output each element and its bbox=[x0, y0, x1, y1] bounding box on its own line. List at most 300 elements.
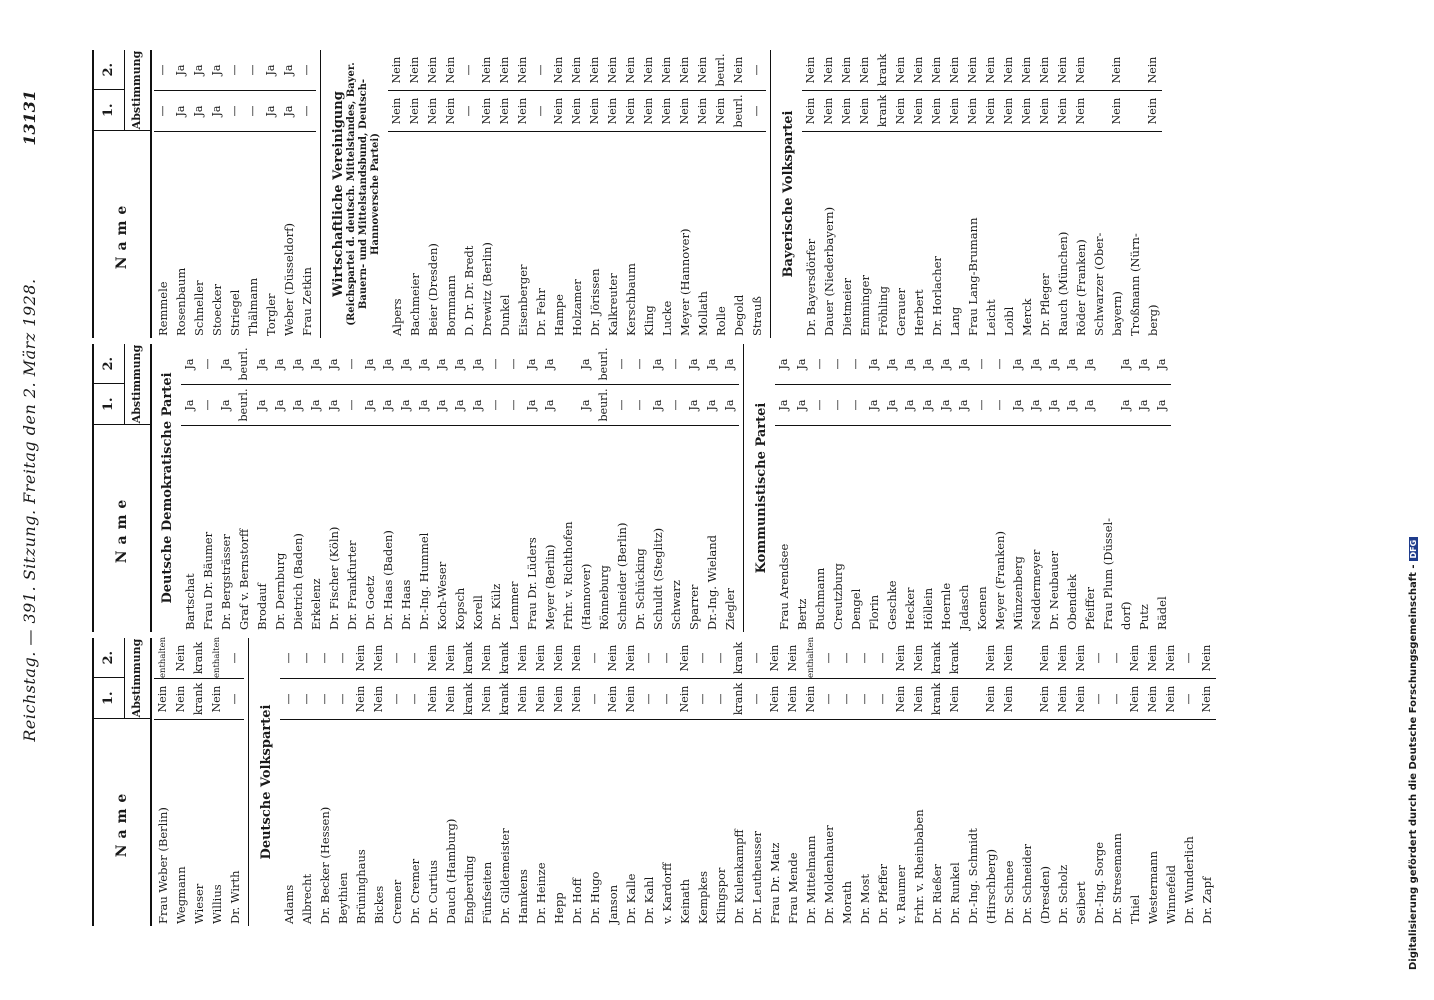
vote-1-cell: Nein bbox=[694, 90, 712, 131]
member-name: Eisenberger bbox=[514, 131, 532, 338]
table-row bbox=[964, 50, 982, 338]
vote-2-cell: — bbox=[489, 358, 502, 370]
table-row bbox=[253, 344, 271, 632]
vote-1-cell: Ja bbox=[307, 384, 325, 425]
table-row bbox=[730, 638, 748, 926]
vote-1-cell: Ja bbox=[415, 384, 433, 425]
vote-2-cell: — bbox=[813, 358, 826, 370]
vote-2-cell: Ja bbox=[327, 358, 340, 370]
vote-1-cell: — bbox=[991, 384, 1009, 425]
vote-2-cell: — bbox=[390, 652, 403, 664]
vote-2-cell: — bbox=[840, 652, 853, 664]
member-name: Dr. Hugo bbox=[586, 719, 604, 926]
table-row bbox=[775, 344, 793, 632]
vote-1-cell: Ja bbox=[883, 384, 901, 425]
vote-1-cell: Nein bbox=[154, 678, 172, 719]
vote-2-cell: Ja bbox=[705, 358, 718, 370]
vote-2-cell: Nein bbox=[534, 644, 547, 672]
vote-1-cell: Ja bbox=[181, 384, 199, 425]
vote-2-cell: Nein bbox=[444, 56, 457, 84]
table-row bbox=[154, 50, 172, 338]
vote-1-cell: Ja bbox=[865, 384, 883, 425]
member-name: Obendiek bbox=[1063, 425, 1081, 632]
table-row bbox=[586, 638, 604, 926]
vote-2-cell: Nein bbox=[480, 56, 493, 84]
vote-1-cell: Nein bbox=[550, 90, 568, 131]
table-row bbox=[496, 638, 514, 926]
table-row bbox=[325, 344, 343, 632]
vote-1-cell: — bbox=[487, 384, 505, 425]
vote-2-cell bbox=[964, 638, 982, 678]
table-row bbox=[550, 50, 568, 338]
vote-1-cell: Nein bbox=[514, 678, 532, 719]
table-row bbox=[496, 50, 514, 338]
name-header: Name bbox=[94, 130, 150, 338]
table-row bbox=[271, 344, 289, 632]
member-name: Winnefeld bbox=[1162, 719, 1180, 926]
page-title: Reichstag. — 391. Sitzung. Freitag den 2. März 1928. bbox=[20, 278, 39, 742]
table-row bbox=[1027, 344, 1045, 632]
table-row bbox=[397, 344, 415, 632]
vote-2-cell: Ja bbox=[939, 358, 952, 370]
vote-2-cell: — bbox=[858, 652, 871, 664]
vote-1-cell: — bbox=[1108, 678, 1126, 719]
vote-2-cell: krank bbox=[192, 641, 205, 675]
member-name: dorf) bbox=[1117, 425, 1135, 632]
member-name: Beythien bbox=[334, 719, 352, 926]
vote-number-header bbox=[94, 50, 125, 130]
party-section bbox=[154, 50, 316, 338]
vote-1-cell: — bbox=[334, 678, 352, 719]
vote-2-cell: Ja bbox=[255, 358, 268, 370]
vote-2-cell: Ja bbox=[921, 358, 934, 370]
table-row bbox=[424, 638, 442, 926]
member-name: Neddermeyer bbox=[1027, 425, 1045, 632]
member-name: Frhr. v. Rheinbaben bbox=[910, 719, 928, 926]
member-name: Klingspor bbox=[712, 719, 730, 926]
party-section bbox=[743, 344, 1171, 632]
table-row bbox=[910, 50, 928, 338]
vote-2-cell bbox=[559, 344, 577, 384]
vote-1-cell: Ja bbox=[271, 384, 289, 425]
table-row bbox=[892, 50, 910, 338]
vote-2-cell: Nein bbox=[480, 644, 493, 672]
party-name: Deutsche Demokratische Partei bbox=[160, 372, 175, 604]
member-name: Meyer (Berlin) bbox=[541, 425, 559, 632]
vote-1-cell: — bbox=[199, 384, 217, 425]
member-name: Merck bbox=[1018, 131, 1036, 338]
page-header bbox=[16, 90, 48, 930]
vote-2-cell: Ja bbox=[795, 358, 808, 370]
table-row bbox=[451, 344, 469, 632]
vote-2-cell: Nein bbox=[696, 56, 709, 84]
table-row bbox=[919, 344, 937, 632]
member-name: Hampe bbox=[550, 131, 568, 338]
table-row bbox=[514, 638, 532, 926]
vote-2-cell: Nein bbox=[1038, 56, 1051, 84]
vote-1-cell: Nein bbox=[982, 678, 1000, 719]
vote-2-cell: — bbox=[228, 652, 241, 664]
vote-2-cell: — bbox=[534, 64, 547, 76]
vote-1-cell: Ja bbox=[190, 90, 208, 131]
vote-1-cell: Nein bbox=[478, 678, 496, 719]
member-name: Dietmeier bbox=[838, 131, 856, 338]
member-name: Hamkens bbox=[514, 719, 532, 926]
vote-1-cell: Ja bbox=[1081, 384, 1099, 425]
page-number: 13131 bbox=[20, 90, 39, 146]
table-row bbox=[343, 344, 361, 632]
vote-1-cell: — bbox=[712, 678, 730, 719]
vote-1-cell: Ja bbox=[379, 384, 397, 425]
member-name: Drewitz (Berlin) bbox=[478, 131, 496, 338]
member-name: Creutzburg bbox=[829, 425, 847, 632]
vote-2-cell: — bbox=[660, 652, 673, 664]
member-name: Kling bbox=[640, 131, 658, 338]
member-name: Graf v. Bernstorff bbox=[235, 425, 253, 632]
member-name: Brodauf bbox=[253, 425, 271, 632]
member-name: Bartschat bbox=[181, 425, 199, 632]
member-name: Dr. Fehr bbox=[532, 131, 550, 338]
vote-1-cell: Ja bbox=[253, 384, 271, 425]
table-row bbox=[280, 638, 298, 926]
table-row bbox=[856, 638, 874, 926]
vote-2-cell: — bbox=[336, 652, 349, 664]
vote-2-cell: — bbox=[1092, 652, 1105, 664]
table-row bbox=[676, 50, 694, 338]
vote-1-cell: Ja bbox=[1153, 384, 1171, 425]
vote-2-cell: Ja bbox=[435, 358, 448, 370]
vote-2-cell: Ja bbox=[471, 358, 484, 370]
party-section bbox=[154, 638, 244, 926]
vote-2-cell: Nein bbox=[732, 56, 745, 84]
vote-2-cell: Nein bbox=[174, 644, 187, 672]
vote-2-cell: — bbox=[876, 652, 889, 664]
vote-2-cell bbox=[1126, 50, 1144, 90]
table-row bbox=[532, 50, 550, 338]
table-row bbox=[1144, 50, 1162, 338]
member-name: Emminger bbox=[856, 131, 874, 338]
member-name: Frau Dr. Matz bbox=[766, 719, 784, 926]
vote-label-header: Abstimmung bbox=[130, 638, 143, 718]
vote-1-cell: — bbox=[847, 384, 865, 425]
vote-1-cell: Nein bbox=[1036, 678, 1054, 719]
member-name: Dr. Hoff bbox=[568, 719, 586, 926]
member-name: Korell bbox=[469, 425, 487, 632]
table-row bbox=[793, 344, 811, 632]
table-row bbox=[505, 344, 523, 632]
vote-1-cell: Nein bbox=[856, 90, 874, 131]
table-row bbox=[541, 344, 559, 632]
vote-2-cell: krank bbox=[930, 641, 943, 675]
vote-1-cell: Ja bbox=[577, 384, 595, 425]
member-name: Hecker bbox=[901, 425, 919, 632]
vote-2-cell: beurl. bbox=[714, 53, 727, 87]
party-section bbox=[154, 344, 739, 632]
member-name: Meyer (Hannover) bbox=[676, 131, 694, 338]
vote-2-cell: — bbox=[714, 652, 727, 664]
vote-2-cell: Ja bbox=[1029, 358, 1042, 370]
vote-2-cell bbox=[1090, 50, 1108, 90]
vote-1-cell: — bbox=[874, 678, 892, 719]
member-name: Ziegler bbox=[721, 425, 739, 632]
member-name: Wegmann bbox=[172, 719, 190, 926]
vote-1-cell: — bbox=[226, 678, 244, 719]
table-row bbox=[433, 344, 451, 632]
table-row bbox=[928, 638, 946, 926]
vote-2-cell: Nein bbox=[516, 644, 529, 672]
vote-2-header: 2. bbox=[101, 650, 116, 665]
member-name: berg) bbox=[1144, 131, 1162, 338]
table-row bbox=[703, 344, 721, 632]
member-name: (Hannover) bbox=[577, 425, 595, 632]
member-name: Dr. Kalle bbox=[622, 719, 640, 926]
member-name: Fünfseiten bbox=[478, 719, 496, 926]
table-row bbox=[1135, 344, 1153, 632]
table-row bbox=[1126, 638, 1144, 926]
vote-1-cell: — bbox=[280, 678, 298, 719]
member-name: Frau Weber (Berlin) bbox=[154, 719, 172, 926]
member-name: (Dresden) bbox=[1036, 719, 1054, 926]
member-name: Willius bbox=[208, 719, 226, 926]
vote-2-cell: Nein bbox=[588, 56, 601, 84]
vote-1-cell: Ja bbox=[721, 384, 739, 425]
table-row bbox=[595, 344, 613, 632]
vote-2-cell: Ja bbox=[1011, 358, 1024, 370]
member-name: Dr.-Ing. Hummel bbox=[415, 425, 433, 632]
member-name: Dr.-Ing. Sorge bbox=[1090, 719, 1108, 926]
member-name: Dr. Haas bbox=[397, 425, 415, 632]
vote-2-cell: Ja bbox=[183, 358, 196, 370]
member-name: Dr. Curtius bbox=[424, 719, 442, 926]
table-row bbox=[514, 50, 532, 338]
vote-2-cell: — bbox=[282, 652, 295, 664]
table-row bbox=[712, 638, 730, 926]
vote-2-cell: Ja bbox=[273, 358, 286, 370]
vote-2-cell: Nein bbox=[678, 644, 691, 672]
vote-1-cell: krank bbox=[460, 678, 478, 719]
vote-2-cell: Nein bbox=[930, 56, 943, 84]
vote-1-cell: — bbox=[820, 678, 838, 719]
vote-1-cell: — bbox=[226, 90, 244, 131]
vote-2-cell: Nein bbox=[606, 56, 619, 84]
table-row bbox=[838, 638, 856, 926]
vote-2-cell: Ja bbox=[264, 64, 277, 76]
table-row bbox=[199, 344, 217, 632]
section-divider bbox=[770, 50, 771, 338]
table-row bbox=[1117, 344, 1135, 632]
member-name: Dr. Cremer bbox=[406, 719, 424, 926]
member-name: Janson bbox=[604, 719, 622, 926]
member-name: Röder (Franken) bbox=[1072, 131, 1090, 338]
vote-1-cell bbox=[559, 384, 577, 425]
vote-2-cell: Ja bbox=[885, 358, 898, 370]
vote-2-cell: Nein bbox=[1074, 644, 1087, 672]
member-name: Bickes bbox=[370, 719, 388, 926]
table-row bbox=[379, 344, 397, 632]
member-name: Hepp bbox=[550, 719, 568, 926]
vote-2-cell: Nein bbox=[1164, 644, 1177, 672]
vote-2-cell: — bbox=[1182, 652, 1195, 664]
vote-2-cell: Nein bbox=[894, 644, 907, 672]
vote-2-cell: Nein bbox=[624, 56, 637, 84]
table-row bbox=[307, 344, 325, 632]
vote-2-cell: Nein bbox=[570, 644, 583, 672]
vote-1-cell: Ja bbox=[523, 384, 541, 425]
vote-1-cell: Ja bbox=[775, 384, 793, 425]
member-name: bayern) bbox=[1108, 131, 1126, 338]
vote-2-cell: Ja bbox=[399, 358, 412, 370]
vote-2-cell: Nein bbox=[606, 644, 619, 672]
table-row bbox=[208, 638, 226, 926]
member-name: Dr. Moldenhauer bbox=[820, 719, 838, 926]
vote-2-cell: Nein bbox=[1002, 56, 1015, 84]
vote-2-cell: Ja bbox=[687, 358, 700, 370]
vote-2-cell: Ja bbox=[867, 358, 880, 370]
table-row bbox=[1162, 638, 1180, 926]
vote-1-cell: krank bbox=[496, 678, 514, 719]
vote-1-cell: Nein bbox=[964, 90, 982, 131]
party-name: Kommunistische Partei bbox=[754, 402, 769, 574]
table-row bbox=[1054, 638, 1072, 926]
member-name: Frau Plum (Düssel- bbox=[1099, 425, 1117, 632]
member-name: Buchmann bbox=[811, 425, 829, 632]
vote-1-cell: Nein bbox=[514, 90, 532, 131]
vote-1-cell: Nein bbox=[982, 90, 1000, 131]
member-name: Rolle bbox=[712, 131, 730, 338]
member-name: Leicht bbox=[982, 131, 1000, 338]
member-name: Dauch (Hamburg) bbox=[442, 719, 460, 926]
vote-1-cell: Ja bbox=[1135, 384, 1153, 425]
table-row bbox=[1126, 50, 1144, 338]
vote-1-cell: Nein bbox=[892, 90, 910, 131]
vote-1-cell: Nein bbox=[784, 678, 802, 719]
vote-2-cell: Ja bbox=[651, 358, 664, 370]
vote-2-cell: Nein bbox=[660, 56, 673, 84]
vote-1-cell bbox=[1126, 90, 1144, 131]
table-row bbox=[568, 50, 586, 338]
column-header bbox=[92, 638, 152, 926]
vote-1-cell: Ja bbox=[901, 384, 919, 425]
vote-2-cell: Nein bbox=[1002, 644, 1015, 672]
table-row bbox=[604, 638, 622, 926]
vote-1-cell: Nein bbox=[910, 678, 928, 719]
member-name: Dr. Pfleger bbox=[1036, 131, 1054, 338]
table-row bbox=[244, 50, 262, 338]
member-name: Dengel bbox=[847, 425, 865, 632]
table-row bbox=[694, 638, 712, 926]
vote-column-2 bbox=[92, 344, 1171, 632]
vote-2-cell: Ja bbox=[957, 358, 970, 370]
vote-2-cell: enthalten bbox=[212, 636, 222, 678]
party-name: Deutsche Volkspartei bbox=[259, 704, 274, 860]
member-name: Dr. Kahl bbox=[640, 719, 658, 926]
vote-1-header: 1. bbox=[94, 90, 124, 131]
vote-1-cell: Nein bbox=[1144, 678, 1162, 719]
vote-1-cell: — bbox=[838, 678, 856, 719]
vote-1-cell: Ja bbox=[919, 384, 937, 425]
table-row bbox=[280, 50, 298, 338]
vote-1-cell: Ja bbox=[217, 384, 235, 425]
vote-1-cell: — bbox=[811, 384, 829, 425]
member-name: Rauch (München) bbox=[1054, 131, 1072, 338]
vote-1-cell bbox=[1099, 384, 1117, 425]
member-name: Koch-Weser bbox=[433, 425, 451, 632]
vote-2-cell: Ja bbox=[381, 358, 394, 370]
vote-1-cell bbox=[1018, 678, 1036, 719]
member-name: Thälmann bbox=[244, 131, 262, 338]
table-row bbox=[190, 50, 208, 338]
vote-2-cell: Nein bbox=[984, 644, 997, 672]
table-row bbox=[640, 50, 658, 338]
vote-1-cell: — bbox=[748, 678, 766, 719]
vote-2-cell: Nein bbox=[552, 644, 565, 672]
vote-2-cell: Ja bbox=[723, 358, 736, 370]
vote-column-3 bbox=[92, 50, 1162, 338]
vote-1-cell: — bbox=[388, 678, 406, 719]
vote-2-cell: Nein bbox=[1056, 644, 1069, 672]
member-name: Morath bbox=[838, 719, 856, 926]
vote-2-cell: Nein bbox=[1038, 644, 1051, 672]
vote-2-cell: Ja bbox=[453, 358, 466, 370]
member-name: Stoecker bbox=[208, 131, 226, 338]
vote-1-cell: krank bbox=[730, 678, 748, 719]
vote-1-cell: — bbox=[1090, 678, 1108, 719]
vote-2-cell: — bbox=[507, 358, 520, 370]
vote-1-header: 1. bbox=[94, 384, 124, 425]
member-name: Frau Dr. Lüders bbox=[523, 425, 541, 632]
member-name: Dr. Stresemann bbox=[1108, 719, 1126, 926]
table-row bbox=[748, 638, 766, 926]
vote-2-cell: enthalten bbox=[158, 636, 168, 678]
vote-1-cell: Nein bbox=[424, 678, 442, 719]
party-heading bbox=[154, 344, 181, 632]
vote-2-cell: Nein bbox=[516, 56, 529, 84]
member-name: Troßmann (Nürn- bbox=[1126, 131, 1144, 338]
vote-1-cell: krank bbox=[874, 90, 892, 131]
member-name: Dr. Runkel bbox=[946, 719, 964, 926]
vote-2-cell: — bbox=[831, 358, 844, 370]
member-name: Dr. Horlacher bbox=[928, 131, 946, 338]
vote-1-cell: — bbox=[667, 384, 685, 425]
vote-2-cell: Nein bbox=[1110, 56, 1123, 84]
vote-1-cell: Ja bbox=[172, 90, 190, 131]
vote-2-cell: — bbox=[300, 652, 313, 664]
member-name: Holzamer bbox=[568, 131, 586, 338]
member-name: Dr. Frankfurter bbox=[343, 425, 361, 632]
table-row bbox=[811, 344, 829, 632]
member-name: Rosenbaum bbox=[172, 131, 190, 338]
name-header: Name bbox=[94, 718, 150, 926]
table-row bbox=[820, 50, 838, 338]
member-name: Dr. Fischer (Köln) bbox=[325, 425, 343, 632]
member-name: Bertz bbox=[793, 425, 811, 632]
table-row bbox=[1144, 638, 1162, 926]
dfg-logo: DFG bbox=[1409, 537, 1418, 562]
member-name: Florin bbox=[865, 425, 883, 632]
vote-1-cell: Nein bbox=[370, 678, 388, 719]
vote-1-cell: Ja bbox=[937, 384, 955, 425]
vote-2-cell: Ja bbox=[777, 358, 790, 370]
vote-1-cell: Nein bbox=[1018, 90, 1036, 131]
vote-1-cell: — bbox=[1180, 678, 1198, 719]
credit-text: Digitalisierung gefördert durch die Deutsche Forschungsgemeinschaft - bbox=[1408, 564, 1419, 970]
table-row bbox=[442, 638, 460, 926]
vote-1-cell: — bbox=[586, 678, 604, 719]
member-name: Schuldt (Steglitz) bbox=[649, 425, 667, 632]
member-name: Adams bbox=[280, 719, 298, 926]
vote-2-header: 2. bbox=[101, 62, 116, 77]
vote-1-cell: Nein bbox=[622, 90, 640, 131]
